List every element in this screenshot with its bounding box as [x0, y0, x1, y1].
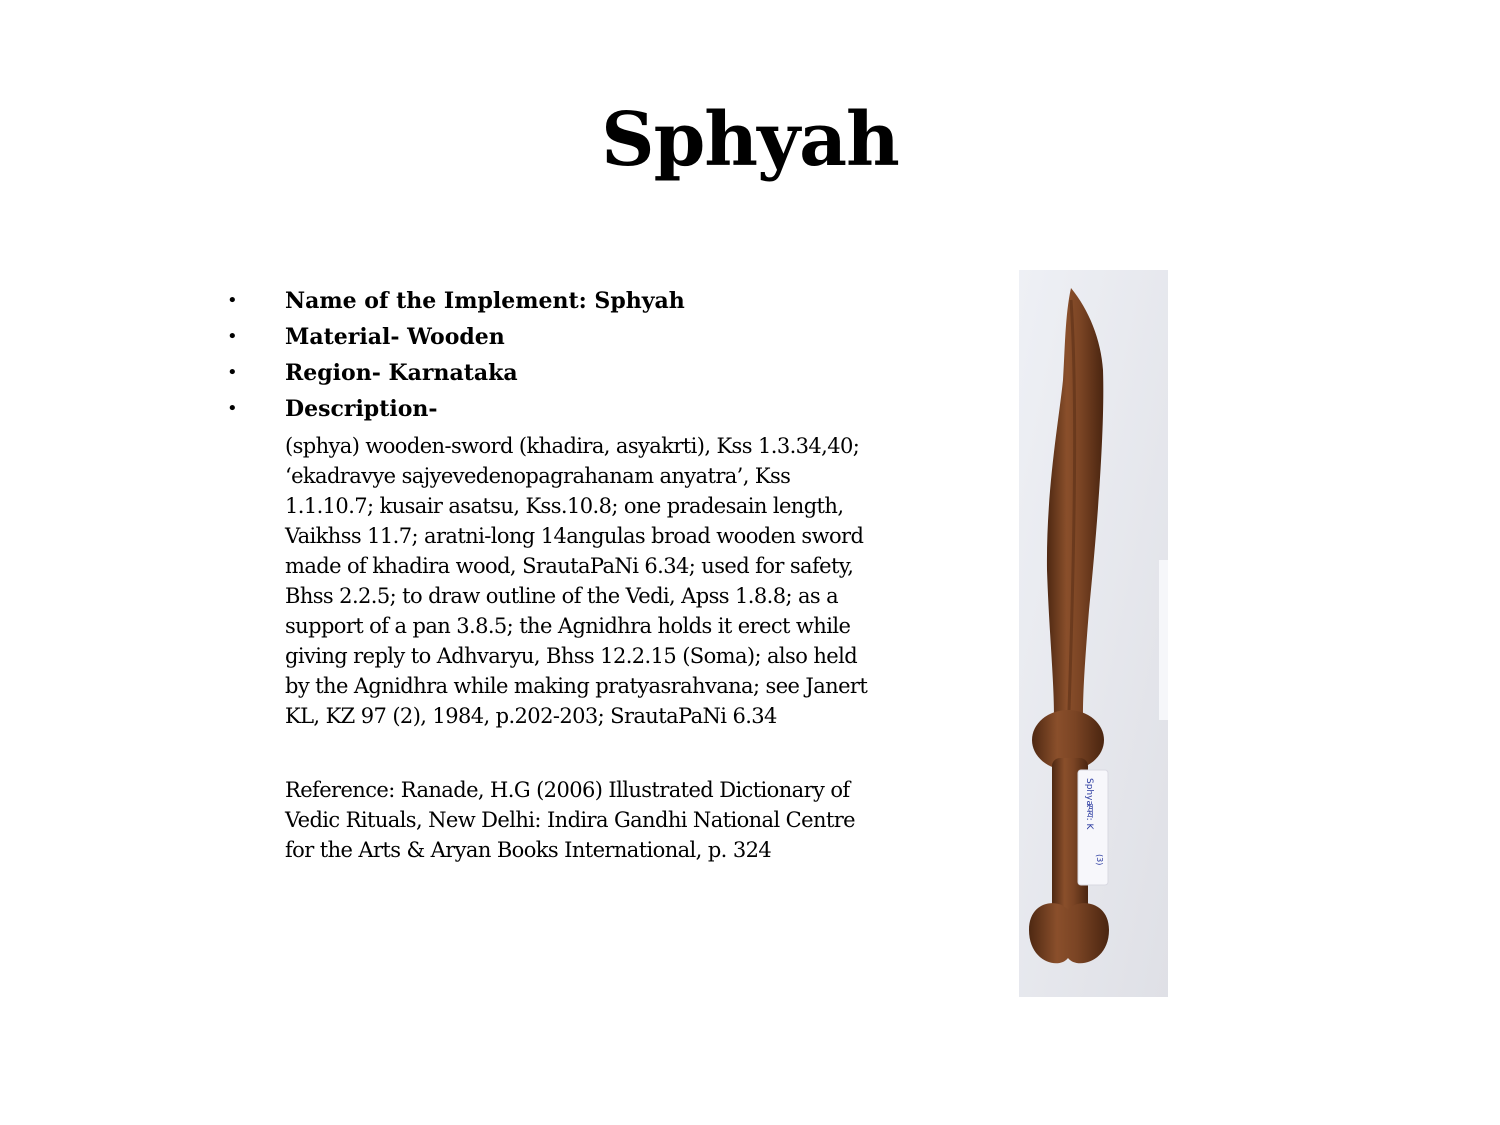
slide-title: Sphyah [601, 97, 899, 183]
label-text-line1: Sphya [1084, 778, 1094, 806]
bullet-item-description [225, 391, 875, 427]
description-paragraph: (sphya) wooden-sword (khadira, asyakrti), Kss 1.3.34,40; ‘ekadravye sajyevedenopagrahanam anyatra’, Kss 1.1.10.7; kusair asatsu, Kss.10.8; one pradesain length, Vaikhss 11.7; aratni-long 14angulas broad wooden sword made of khadira wood, SrautaPaNi 6.34; used for safety, Bhss 2.2.5; to draw outline of the Vedi, Apss 1.8.8; as a support of a pan 3.8.5; the Agnidhra holds it erect while giving reply to Adhvaryu, Bhss 12.2.15 (Soma); also held by the Agnidhra while making pratyasrahvana; see Janert KL, KZ 97 (2), 1984, p.202-203; SrautaPaNi 6.34 [285, 434, 868, 728]
label-text-line3: (3) [1095, 854, 1104, 866]
slide-content [225, 283, 875, 865]
bullet-text: Region- Karnataka [285, 360, 518, 386]
bullet-text: Material- Wooden [285, 324, 505, 350]
bullet-icon: • [227, 326, 238, 347]
bullet-list [225, 283, 875, 427]
sphya-photo [1019, 270, 1168, 997]
label-text-line2: स्फ्य: K [1084, 804, 1094, 830]
bullet-text: Description- [285, 396, 438, 422]
bullet-item-region [225, 355, 875, 391]
sword-pommel [1029, 903, 1109, 963]
bullet-icon: • [227, 290, 238, 311]
bullet-icon: • [227, 362, 238, 383]
bullet-text: Name of the Implement: Sphyah [285, 288, 685, 314]
bullet-item-name [225, 283, 875, 319]
photo-paper-fold [1159, 560, 1168, 720]
reference-paragraph: Reference: Ranade, H.G (2006) Illustrated Dictionary of Vedic Rituals, New Delhi: Indira Gandhi National Centre for the Arts & Aryan Books International, p. 324 [285, 778, 855, 862]
bullet-item-material [225, 319, 875, 355]
bullet-icon: • [227, 398, 238, 419]
